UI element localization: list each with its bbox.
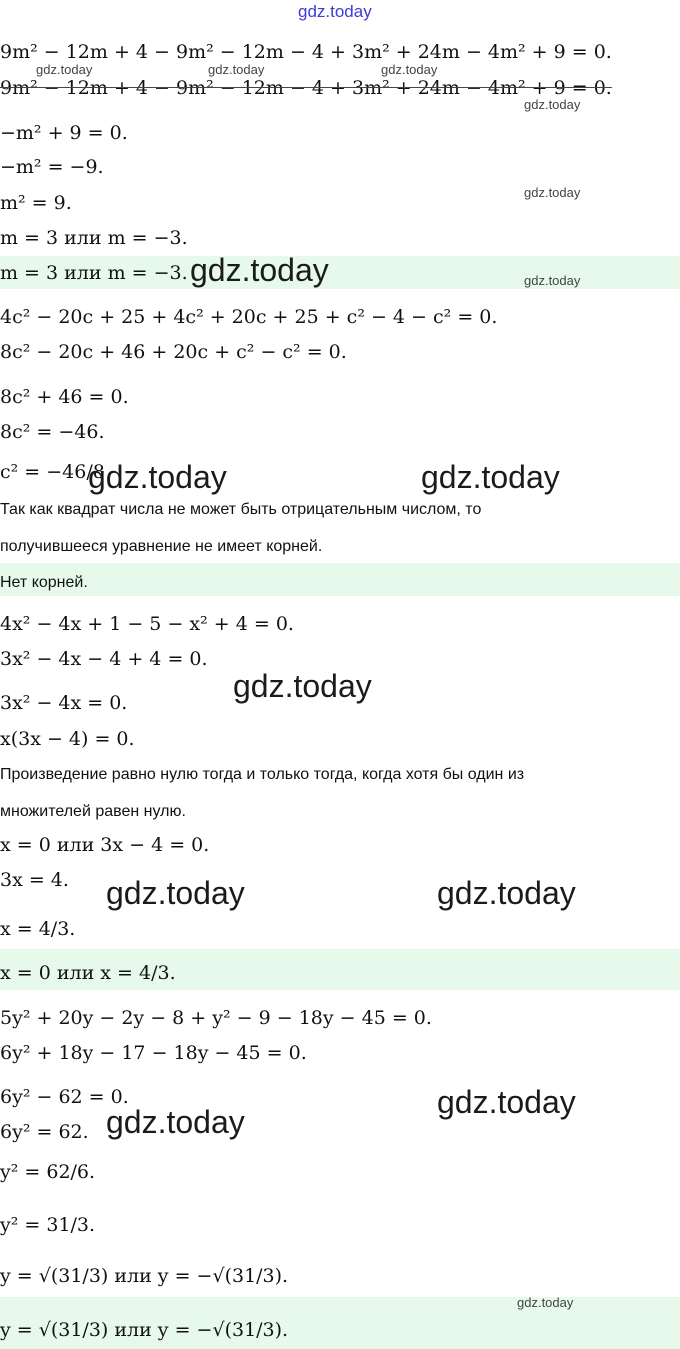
watermark-small-4: gdz.today	[524, 97, 581, 112]
block2-line5: c² = −46/8	[0, 461, 105, 483]
block3-line2: 3x² − 4x − 4 + 4 = 0.	[0, 648, 208, 670]
watermark-small-5: gdz.today	[524, 185, 581, 200]
block2-line3: 8c² + 46 = 0.	[0, 386, 129, 408]
block1-line3: −m² + 9 = 0.	[0, 122, 128, 144]
block1-line6: m = 3 или m = −3.	[0, 227, 188, 249]
block1-line5: m² = 9.	[0, 192, 72, 214]
block2-line1: 4c² − 20c + 25 + 4c² + 20c + 25 + c² − 4 − c² = 0.	[0, 306, 498, 328]
block1-line2: 9m² − 12m + 4 − 9m² − 12m − 4 + 3m² + 24m − 4m² + 9 = 0.	[0, 77, 612, 99]
watermark-small-7: gdz.today	[517, 1295, 574, 1310]
block4-line4: 6y² = 62.	[0, 1121, 89, 1143]
block3-line6: 3x = 4.	[0, 869, 69, 891]
block4-line2: 6y² + 18y − 17 − 18y − 45 = 0.	[0, 1042, 307, 1064]
block3-line4: x(3x − 4) = 0.	[0, 728, 135, 750]
block2-text1: Так как квадрат числа не может быть отрицательным числом, то	[0, 501, 482, 518]
watermark-big-7: gdz.today	[437, 1084, 576, 1120]
block3-line1: 4x² − 4x + 1 − 5 − x² + 4 = 0.	[0, 613, 294, 635]
block4-line7: y = √(31/3) или y = −√(31/3).	[0, 1265, 289, 1287]
watermark-big-6: gdz.today	[437, 875, 576, 911]
watermark-small-2: gdz.today	[208, 62, 265, 77]
watermark-big-3: gdz.today	[421, 459, 560, 495]
block2-answer: Нет корней.	[0, 574, 88, 591]
block1-line4: −m² = −9.	[0, 156, 104, 178]
block4-line6: y² = 31/3.	[0, 1214, 96, 1236]
watermark-big-4: gdz.today	[233, 668, 372, 704]
watermark-big-1: gdz.today	[190, 252, 329, 288]
block3-answer: x = 0 или x = 4/3.	[0, 962, 176, 984]
block4-line3: 6y² − 62 = 0.	[0, 1086, 129, 1108]
watermark-small-1: gdz.today	[36, 62, 93, 77]
watermark-big-5: gdz.today	[106, 875, 245, 911]
block3-text1: Произведение равно нулю тогда и только тогда, когда хотя бы один из	[0, 766, 525, 783]
watermark-small-3: gdz.today	[381, 62, 438, 77]
block3-line5: x = 0 или 3x − 4 = 0.	[0, 834, 210, 856]
watermark-small-6: gdz.today	[524, 273, 581, 288]
block4-line1: 5y² + 20y − 2y − 8 + y² − 9 − 18y − 45 = 0.	[0, 1007, 432, 1029]
block1-answer: m = 3 или m = −3.	[0, 262, 188, 284]
answer-highlight-2	[0, 563, 680, 596]
watermark-big-2: gdz.today	[88, 459, 227, 495]
block3-line7: x = 4/3.	[0, 918, 76, 940]
block1-line1: 9m² − 12m + 4 − 9m² − 12m − 4 + 3m² + 24m − 4m² + 9 = 0.	[0, 41, 612, 63]
block3-line3: 3x² − 4x = 0.	[0, 692, 128, 714]
block2-text2: получившееся уравнение не имеет корней.	[0, 538, 323, 555]
block2-line4: 8c² = −46.	[0, 421, 105, 443]
block3-text2: множителей равен нулю.	[0, 803, 186, 820]
watermark-big-8: gdz.today	[106, 1104, 245, 1140]
top-watermark: gdz.today	[298, 2, 372, 21]
block4-answer: y = √(31/3) или y = −√(31/3).	[0, 1319, 289, 1341]
block2-line2: 8c² − 20c + 46 + 20c + c² − c² = 0.	[0, 341, 347, 363]
block4-line5: y² = 62/6.	[0, 1161, 96, 1183]
